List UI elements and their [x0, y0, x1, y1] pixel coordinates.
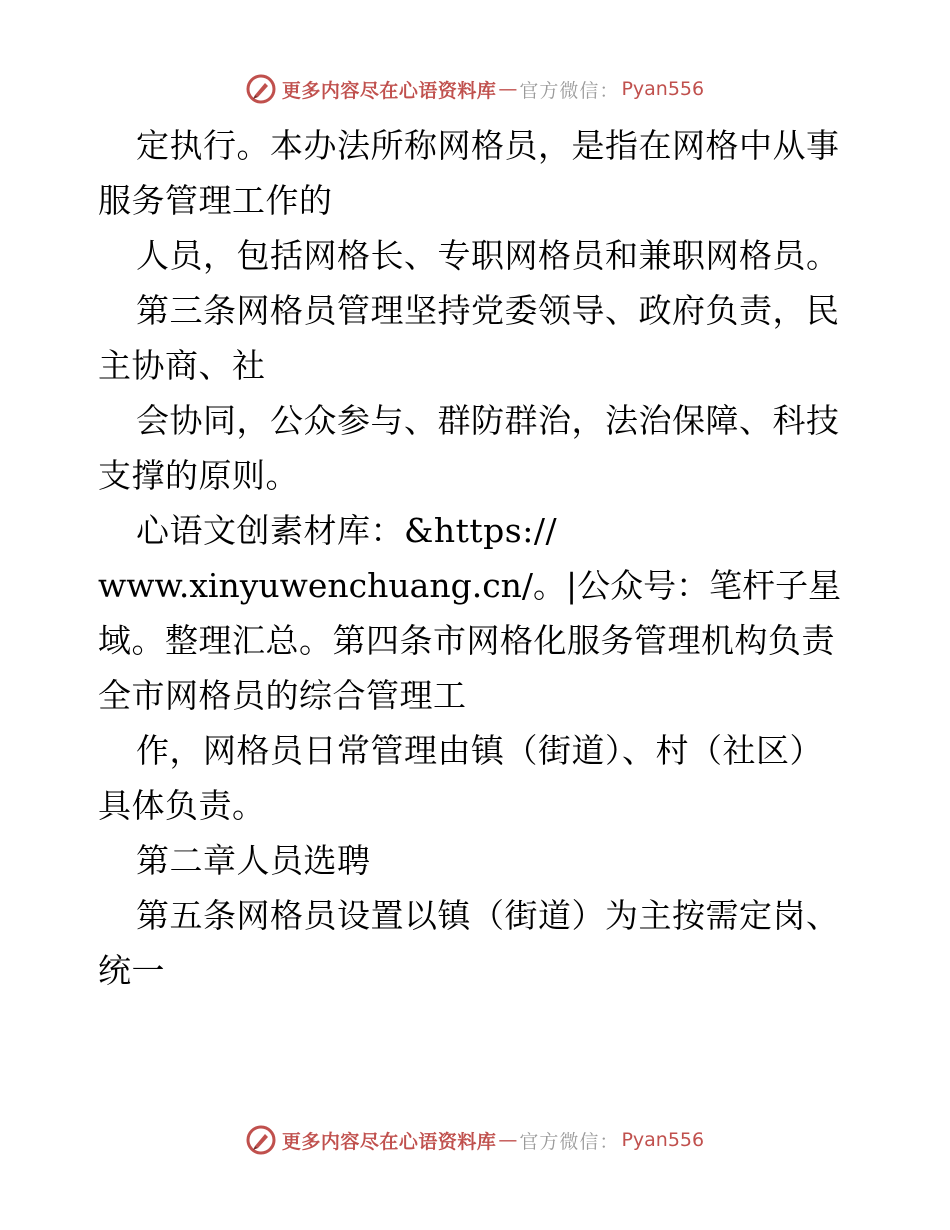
body-line: 第五条网格员设置以镇（街道）为主按需定岗、	[136, 896, 840, 935]
document-body	[98, 118, 850, 998]
header-banner	[0, 72, 950, 106]
body-line: www.xinyuwenchuang.cn/。|公众号：笔杆子星	[98, 566, 842, 605]
footer-banner	[0, 1123, 950, 1157]
body-line: 全市网格员的综合管理工	[98, 676, 467, 715]
body-line: 心语文创素材库：&https://	[136, 511, 558, 550]
banner-wechat-id: Pyan556	[621, 78, 705, 100]
body-line: 会协同，公众参与、群防群治，法治保障、科技	[136, 401, 840, 440]
body-line: 人员，包括网格长、专职网格员和兼职网格员。	[136, 236, 840, 275]
body-line: 主协商、社	[98, 346, 266, 385]
body-line: 第三条网格员管理坚持党委领导、政府负责，民	[136, 291, 840, 330]
banner-official-label: 官方微信：	[519, 1130, 620, 1153]
banner-main-text: 更多内容尽在心语资料库	[281, 1130, 497, 1153]
body-line: 服务管理工作的	[98, 181, 333, 220]
banner-dash: —	[498, 1129, 518, 1151]
banner-dash: —	[498, 78, 518, 100]
banner-main-text: 更多内容尽在心语资料库	[281, 79, 497, 102]
banner-wechat-id: Pyan556	[621, 1129, 705, 1151]
chapter-heading: 第二章人员选聘	[136, 841, 371, 880]
body-line: 定执行。本办法所称网格员，是指在网格中从事	[136, 126, 840, 165]
pen-logo-icon	[246, 74, 276, 104]
pen-logo-icon	[246, 1125, 276, 1155]
body-line: 支撑的原则。	[98, 456, 299, 495]
banner-official-label: 官方微信：	[519, 79, 620, 102]
body-line: 具体负责。	[98, 786, 266, 825]
body-line: 统一	[98, 951, 165, 990]
body-line: 作，网格员日常管理由镇（街道）、村（社区）	[136, 731, 823, 770]
body-line: 域。整理汇总。第四条市网格化服务管理机构负责	[98, 621, 835, 660]
